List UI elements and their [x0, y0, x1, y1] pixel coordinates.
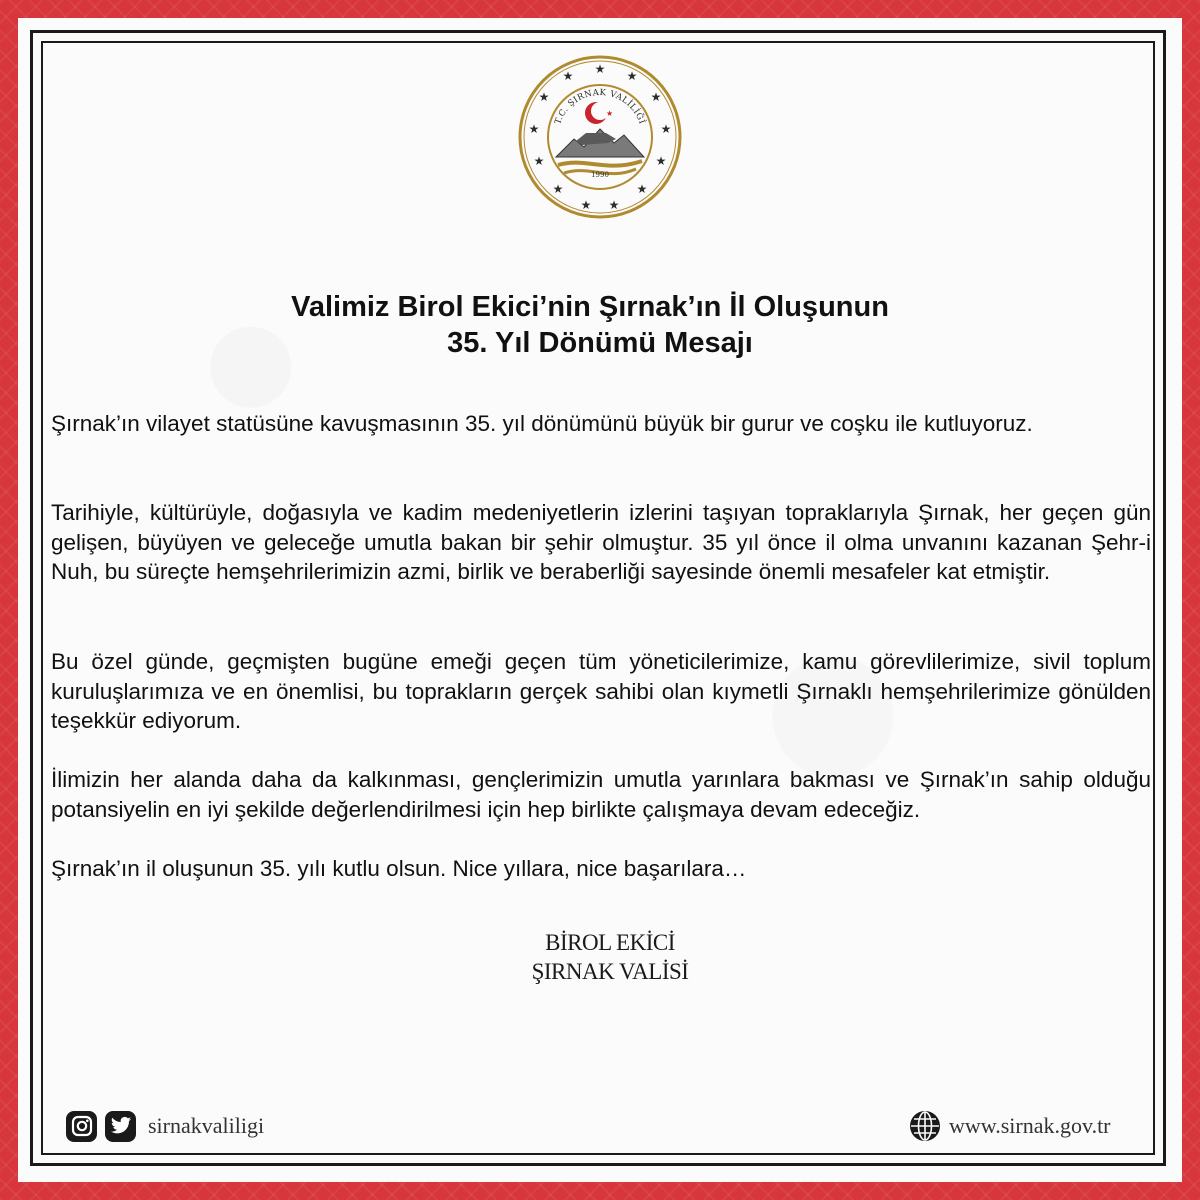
svg-text:★: ★	[594, 62, 606, 76]
instagram-icon[interactable]	[66, 1111, 97, 1142]
twitter-icon[interactable]	[105, 1111, 136, 1142]
signature-position: ŞIRNAK VALİSİ	[531, 959, 689, 984]
svg-text:★: ★	[650, 90, 662, 104]
governorship-seal	[516, 53, 684, 221]
svg-text:★: ★	[636, 182, 648, 196]
title-line-1: Valimiz Birol Ekici’nin Şırnak’ın İl Oluşunun	[291, 291, 889, 323]
social-links	[66, 1110, 264, 1142]
social-handle[interactable]: sirnakvaliligi	[148, 1113, 265, 1138]
signature-name: BİROL EKİCİ	[545, 930, 675, 955]
svg-text:★: ★	[660, 122, 672, 136]
svg-text:★: ★	[538, 90, 550, 104]
paragraph-1: Şırnak’ın vilayet statüsüne kavuşmasının 35. yıl dönümünü büyük bir gurur ve coşku ile kutluyoruz.	[51, 411, 1033, 436]
seal-year: 1990	[591, 171, 609, 179]
title-line-2: 35. Yıl Dönümü Mesajı	[447, 327, 753, 359]
svg-text:★: ★	[606, 109, 614, 118]
website-url[interactable]: www.sirnak.gov.tr	[949, 1113, 1111, 1138]
paragraph-2: Tarihiyle, kültürüyle, doğasıyla ve kadim medeniyetlerin izlerini taşıyan topraklarıyla Şırnak, her geçen gün gelişen, büyüyen ve geleceğe umutla bakan bir şehir olmuştur. 35 yıl önce il olma unvanını kazanan Şehr-i Nuh, bu süreçte hemşehrilerimizin azmi, birlik ve beraberliği sayesinde önemli mesafeler kat etmiştir.	[51, 500, 1151, 584]
seal-top-text: T.C. ŞIRNAK VALİLİĞİ	[553, 87, 647, 126]
svg-text:★: ★	[626, 69, 638, 83]
paragraph-4: İlimizin her alanda daha da kalkınması, gençlerimizin umutla yarınlara bakması ve Şırnak’ın sahip olduğu potansiyelin en iyi şekilde değerlendirilmesi için hep birlikte çalışmaya devam edeceğiz.	[51, 767, 1151, 822]
paragraph-3: Bu özel günde, geçmişten bugüne emeği geçen tüm yöneticilerimize, kamu görevlilerimize, sivil toplum kuruluşlarımıza ve en önemlisi, bu toprakların gerçek sahibi olan kıymetli Şırnaklı hemşehrilerimize gönülden teşekkür ediyorum.	[51, 649, 1151, 733]
website-link[interactable]	[909, 1109, 1111, 1143]
svg-text:★: ★	[608, 198, 620, 212]
paragraph-5: Şırnak’ın il oluşunun 35. yılı kutlu olsun. Nice yıllara, nice başarılara…	[51, 856, 747, 881]
globe-icon	[909, 1110, 941, 1142]
svg-text:★: ★	[562, 69, 574, 83]
svg-text:★: ★	[580, 198, 592, 212]
svg-text:★: ★	[655, 154, 667, 168]
svg-text:★: ★	[552, 182, 564, 196]
svg-text:★: ★	[528, 122, 540, 136]
svg-text:★: ★	[533, 154, 545, 168]
